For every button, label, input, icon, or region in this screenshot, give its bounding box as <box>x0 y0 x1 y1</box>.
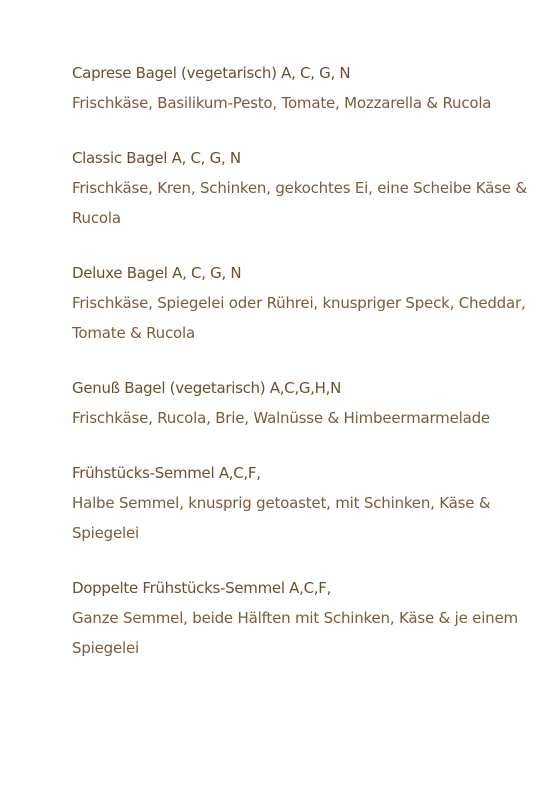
menu-item-deluxe-bagel <box>72 258 542 348</box>
menu-item-caprese-bagel <box>72 58 542 118</box>
item-description: Frischkäse, Spiegelei oder Rührei, knuspriger Speck, Cheddar, Tomate & Rucola <box>72 294 526 342</box>
menu-list <box>72 58 542 688</box>
menu-item-fruehstuecks-semmel <box>72 458 542 548</box>
menu-item-genuss-bagel <box>72 373 542 433</box>
item-description: Frischkäse, Kren, Schinken, gekochtes Ei, eine Scheibe Käse & Rucola <box>72 179 527 227</box>
item-title: Classic Bagel A, C, G, N <box>72 149 241 167</box>
item-title: Deluxe Bagel A, C, G, N <box>72 264 242 282</box>
item-title: Doppelte Frühstücks-Semmel A,C,F, <box>72 579 332 597</box>
item-description: Ganze Semmel, beide Hälften mit Schinken, Käse & je einem Spiegelei <box>72 609 518 657</box>
item-title: Caprese Bagel (vegetarisch) A, C, G, N <box>72 64 351 82</box>
item-title: Genuß Bagel (vegetarisch) A,C,G,H,N <box>72 379 341 397</box>
menu-item-doppelte-fruehstuecks-semmel <box>72 573 542 663</box>
item-description: Frischkäse, Rucola, Brie, Walnüsse & Himbeermarmelade <box>72 409 490 427</box>
menu-item-classic-bagel <box>72 143 542 233</box>
item-description: Halbe Semmel, knusprig getoastet, mit Schinken, Käse & Spiegelei <box>72 494 491 542</box>
item-description: Frischkäse, Basilikum-Pesto, Tomate, Mozzarella & Rucola <box>72 94 492 112</box>
item-title: Frühstücks-Semmel A,C,F, <box>72 464 261 482</box>
